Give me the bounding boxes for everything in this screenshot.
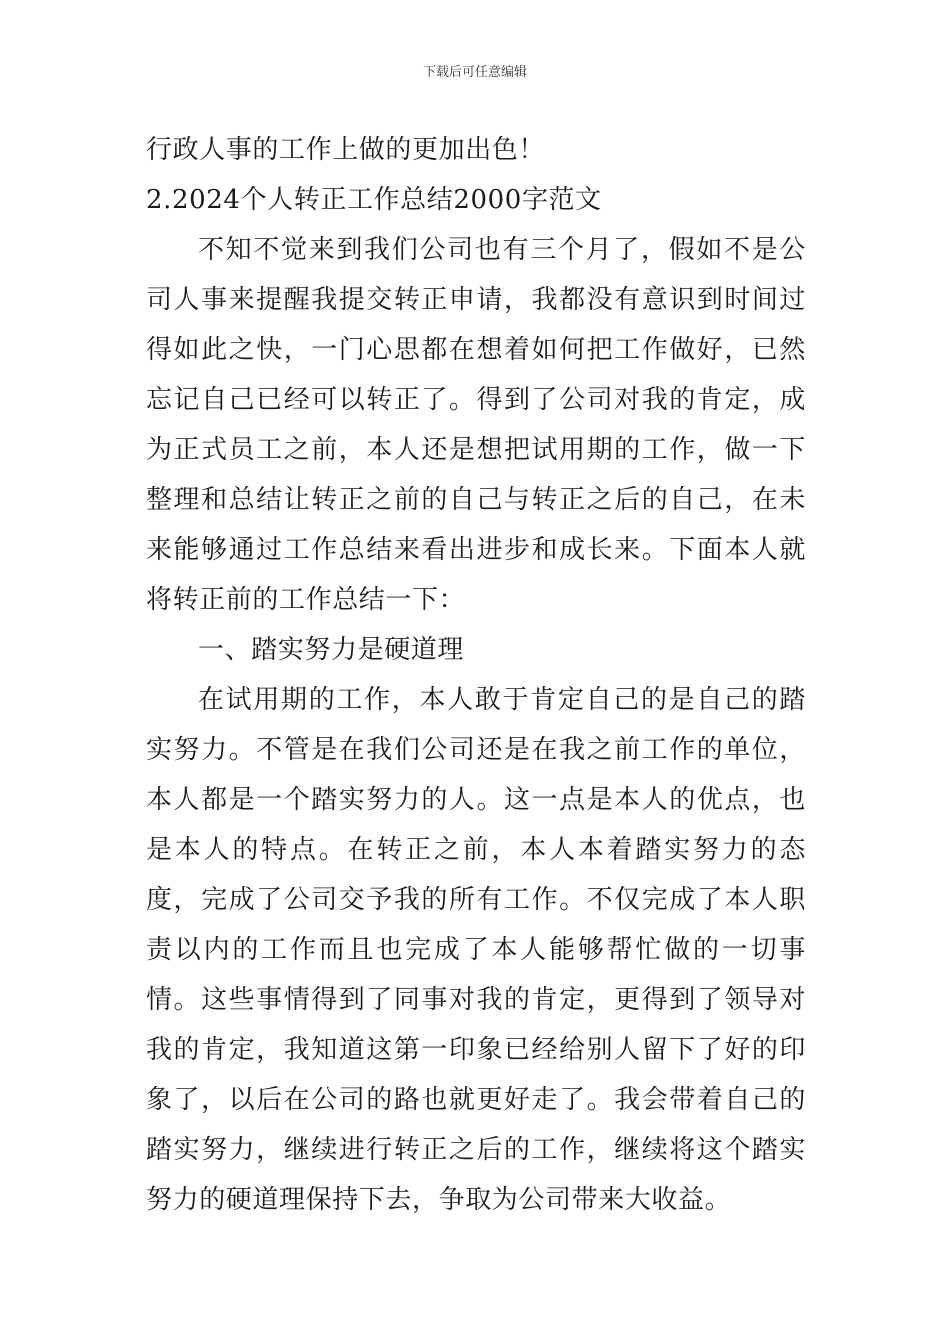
section-heading: 一、踏实努力是硬道理 <box>198 635 465 665</box>
paragraph: 在试用期的工作，本人敢于肯定自己的是自己的踏实努力。不管是在我们公司还是在我之前工作的单位，本人都是一个踏实努力的人。这一点是本人的优点，也是本人的特点。在转正之前，本人本着踏实努力的态度，完成了公司交予我的所有工作。不仅完成了本人职责以内的工作而且也完成了本人能够帮忙做的一切事情。这些事情得到了同事对我的肯定，更得到了领导对我的肯定，我知道这第一印象已经给别人留下了好的印象了，以后在公司的路也就更好走了。我会带着自己的踏实努力，继续进行转正之后的工作，继续将这个踏实努力的硬道理保持下去，争取为公司带来大收益。 <box>146 685 806 1215</box>
paragraph: 行政人事的工作上做的更加出色！ <box>146 135 546 165</box>
paragraph: 不知不觉来到我们公司也有三个月了，假如不是公司人事来提醒我提交转正申请，我都没有意识到时间过得如此之快，一门心思都在想着如何把工作做好，已然忘记自己已经可以转正了。得到了公司对我的肯定，成为正式员工之前，本人还是想把试用期的工作，做一下整理和总结让转正之前的自己与转正之后的自己，在未来能够通过工作总结来看出进步和成长来。下面本人就将转正前的工作总结一下： <box>146 235 806 615</box>
page-header: 下载后可任意编辑 <box>422 65 527 80</box>
document-body <box>146 125 806 1225</box>
section-title: 2.2024个人转正工作总结2000字范文 <box>146 185 602 215</box>
